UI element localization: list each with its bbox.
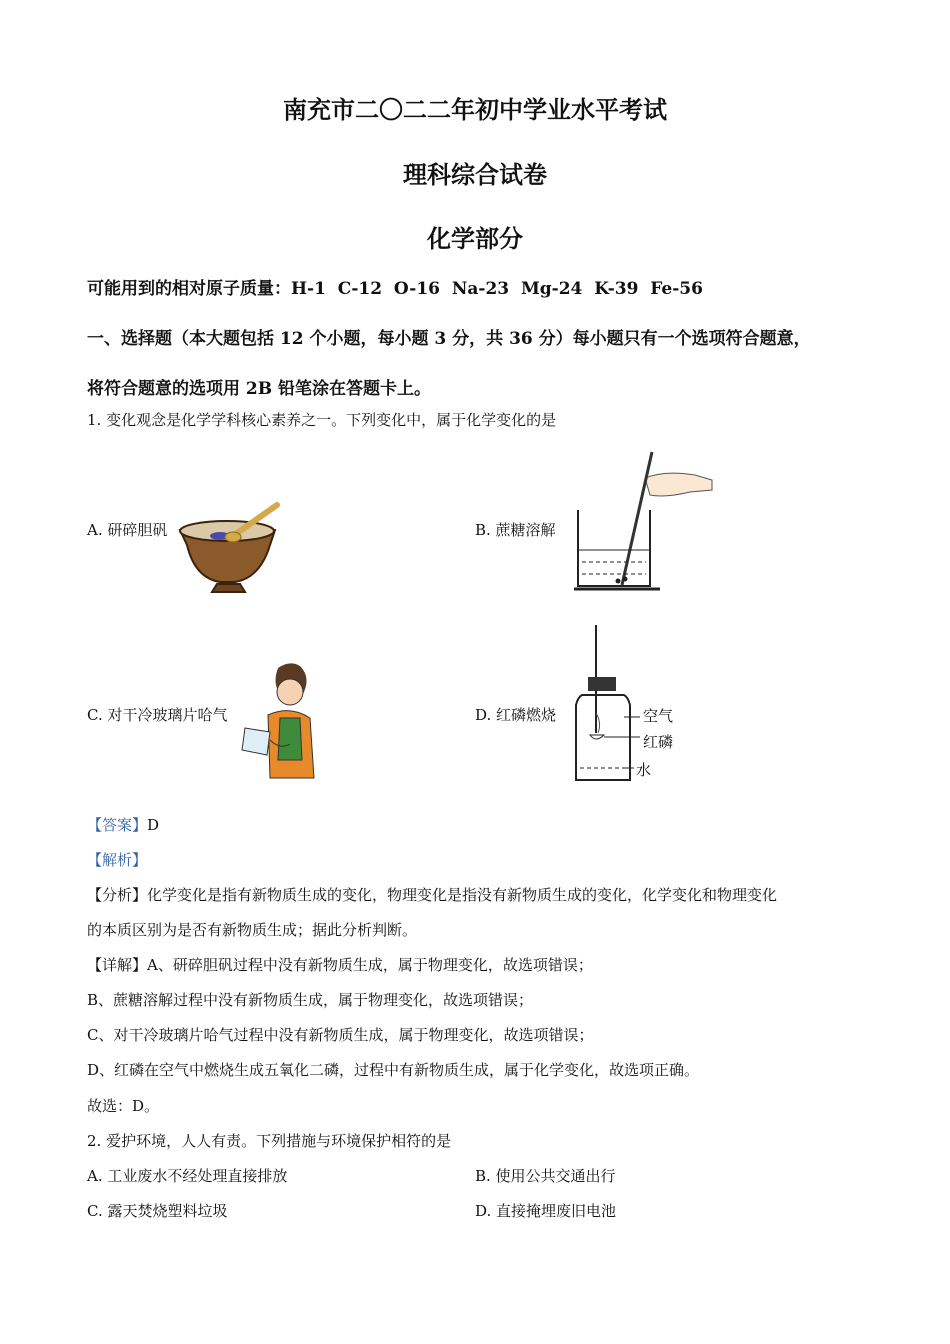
conclusion: 故选：D。 (87, 1097, 160, 1115)
atomic-masses: 可能用到的相对原子质量：H-1 C-12 O-16 Na-23 Mg-24 K-39 Fe-56 (87, 279, 703, 299)
answer-tag: 【答案】 (87, 816, 148, 834)
section-title: 化学部分 (427, 224, 523, 253)
q1-answer (87, 815, 159, 835)
q2-option-a: A. 工业废水不经处理直接排放 (87, 1167, 288, 1185)
girl-breathing-on-glass-figure (240, 660, 325, 785)
q1-option-c: C. 对干冷玻璃片哈气 (87, 706, 228, 724)
detail-a: 【详解】A、研碎胆矾过程中没有新物质生成，属于物理变化，故选项错误； (87, 956, 593, 974)
q2-option-b: B. 使用公共交通出行 (475, 1167, 616, 1185)
q1-stem: 1. 变化观念是化学学科核心素养之一。下列变化中，属于化学变化的是 (87, 411, 557, 429)
analysis-tag: 【解析】 (87, 851, 148, 869)
beaker-stirring-figure (570, 450, 715, 595)
part1-heading-line1: 一、选择题（本大题包括 12 个小题，每小题 3 分，共 36 分）每小题只有一个选项符合题意， (87, 329, 811, 349)
label-water: 水 (636, 761, 652, 779)
label-air: 空气 (643, 707, 674, 725)
q2-stem: 2. 爱护环境，人人有责。下列措施与环境保护相符的是 (87, 1132, 452, 1150)
red-phosphorus-burning-figure (570, 625, 690, 785)
analysis-line2: 的本质区别为是否有新物质生成；据此分析判断。 (87, 921, 418, 939)
q1-option-b: B. 蔗糖溶解 (475, 521, 556, 539)
q2-option-c: C. 露天焚烧塑料垃圾 (87, 1202, 228, 1220)
analysis-line1: 【分析】化学变化是指有新物质生成的变化，物理变化是指没有新物质生成的变化，化学变化和物理变化 (87, 886, 778, 904)
answer-value: D (147, 816, 160, 834)
q1-option-a: A. 研碎胆矾 (87, 521, 168, 539)
page-title: 南充市二〇二二年初中学业水平考试 (283, 95, 667, 124)
detail-d: D、红磷在空气中燃烧生成五氧化二磷，过程中有新物质生成，属于化学变化，故选项正确。 (87, 1061, 700, 1079)
mortar-pestle-figure (175, 500, 285, 595)
label-red-phosphorus: 红磷 (643, 733, 674, 751)
detail-b: B、蔗糖溶解过程中没有新物质生成，属于物理变化，故选项错误； (87, 991, 534, 1009)
detail-c: C、对干冷玻璃片哈气过程中没有新物质生成，属于物理变化，故选项错误； (87, 1026, 594, 1044)
q2-option-d: D. 直接掩埋废旧电池 (475, 1202, 617, 1220)
part1-heading-line2: 将符合题意的选项用 2B 铅笔涂在答题卡上。 (87, 379, 432, 399)
q1-option-d: D. 红磷燃烧 (475, 706, 557, 724)
page-subtitle: 理科综合试卷 (403, 160, 547, 189)
